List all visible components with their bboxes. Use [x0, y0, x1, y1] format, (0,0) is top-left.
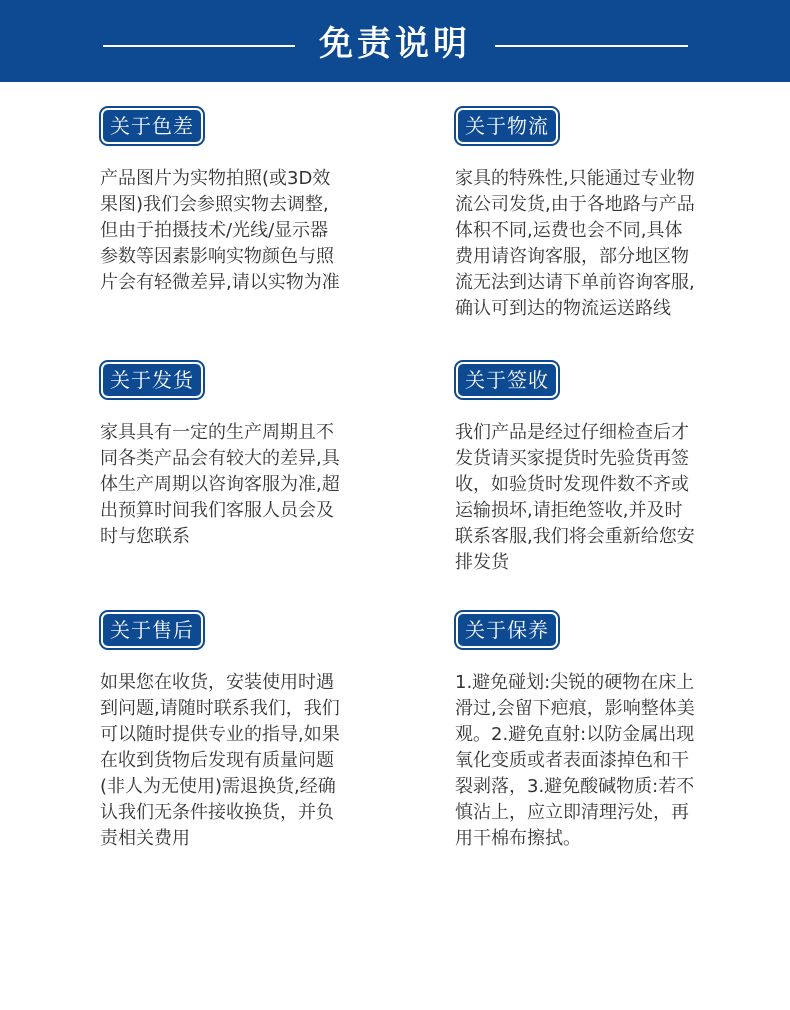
section-after-sales [100, 614, 400, 852]
section-title-badge: 关于物流 [458, 110, 556, 142]
section-body: 如果您在收货，安装使用时遇到问题,请随时联系我们，我们可以随时提供专业的指导,如果在收到货物后发现有质量问题(非人为无使用)需退换货,经确认我们无条件接收换货，并负责相关费用 [100, 672, 340, 849]
section-body: 产品图片为实物拍照(或3D效果图)我们会参照实物去调整,但由于拍摄技术/光线/显示器参数等因素影响实物颜色与照片会有轻微差异,请以实物为准 [100, 168, 340, 293]
section-color-difference [100, 110, 400, 296]
section-maintenance [455, 614, 755, 852]
header-banner [0, 0, 790, 82]
section-title-badge: 关于发货 [103, 364, 201, 396]
section-body: 我们产品是经过仔细检查后才发货请买家提货时先验货再签收，如验货时发现件数不齐或运输损坏,请拒绝签收,并及时联系客服,我们将会重新给您安排发货 [455, 422, 695, 573]
section-shipping [100, 364, 400, 550]
header-divider-right [495, 45, 688, 47]
section-title-badge: 关于色差 [103, 110, 201, 142]
header-divider-left [103, 45, 295, 47]
section-logistics [455, 110, 755, 322]
section-title-badge: 关于保养 [458, 614, 556, 646]
section-title-badge: 关于售后 [103, 614, 201, 646]
page-title: 免责说明 [319, 24, 471, 64]
section-body: 1.避免碰划:尖锐的硬物在床上滑过,会留下疤痕，影响整体美观。2.避免直射:以防金属出现氧化变质或者表面漆掉色和干裂剥落，3.避免酸碱物质:若不慎沾上，应立即清理污处，再用干棉布擦拭。 [455, 672, 695, 849]
section-body: 家具的特殊性,只能通过专业物流公司发货,由于各地路与产品体积不同,运费也会不同,具体费用请咨询客服，部分地区物流无法到达请下单前咨询客服,确认可到达的物流运送路线 [455, 168, 695, 319]
section-body: 家具具有一定的生产周期且不同各类产品会有较大的差异,具体生产周期以咨询客服为准,超出预算时间我们客服人员会及时与您联系 [100, 422, 340, 547]
section-receipt [455, 364, 755, 576]
section-title-badge: 关于签收 [458, 364, 556, 396]
